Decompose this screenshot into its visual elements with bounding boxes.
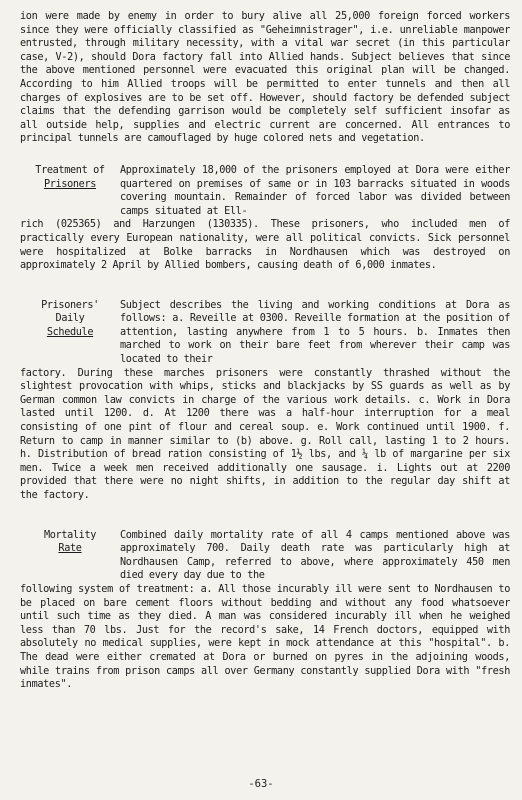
page-number: -63- [248,778,274,790]
label-line-underlined: Rate [58,543,82,555]
section-prisoners-daily-schedule [20,299,510,503]
label-line: Treatment of [35,164,105,176]
section-label [20,164,120,218]
section-head [20,529,510,583]
section-treatment-of-prisoners [20,164,510,273]
section-body-text: factory. During these marches prisoners were constantly thrashed without the slightest provocation with whips, sticks and blackjacks by SS guards as well as by German common law convicts in charge of the various work details. c. Work in Dora lasted until 1200. d. At 1200 there was a half-hour interruption for a meal consisting of one pint of flour and cereal soup. e. Work continued until 1900. f. Return to camp in manner similar to (b) above. g. Roll call, lasting 1 to 2 hours. h. Distribution of bread ration consisting of 1½ lbs, and ¼ lb of margarine per six men. Twice a week men received additionally one sausage. i. Lights out at 2200 provided that there were no night shifts, in addition to the regular day shift at the factory. [20,367,510,501]
label-line: Mortality [43,529,97,541]
section-body-text: following system of treatment: a. All those incurably ill were sent to Nordhausen to be placed on bare cement floors without bedding and without any food whatsoever until such time as they died. A man was considered incurably ill when he weighed less than 70 lbs. Just for the record's sake, 14 French doctors, equipped with absolutely no medical supplies, were kept in mock attendance at this "hospital". b. The dead were either cremated at Dora or burned on pyres in the adjoining woods, while trains from prison camps all over Germany constantly supplied Dora with "fresh inmates". [20,583,510,691]
label-line: Daily [55,313,85,325]
section-label [20,529,120,583]
intro-paragraph: ion were made by enemy in order to bury alive all 25,000 foreign forced workers since they were officially classified as "Geheimnistrager", i.e. unreliable manpower entrusted, through military necessity, with a vital war secret (in this particular case, V-2), should Dora factory fall into Allied hands. Subject believes that since the above mentioned personnel were evacuated this original plan will be changed. According to him Allied troops will be permitted to enter tunnels and then all charges of explosives are to be set off. However, should factory be defended subject claims that the defending garrison would be completely self sufficient insofar as all outside help, supplies and electric current are concerned. All entrances to principal tunnels are camouflaged by huge colored nets and vegetation. [20,11,510,145]
section-head-text: Approximately 18,000 of the prisoners employed at Dora were either quartered on premises of same or in 103 barracks situated in woods covering mountain. Remainder of forced labor was divided between camps situated at Ell- [120,164,510,217]
label-line-underlined: Schedule [46,326,94,338]
section-body-text: rich (025365) and Harzungen (130335). These prisoners, who included men of practically every European nationality, were all political convicts. Sick personnel were hospitalized at Bolke barracks in Nordhausen which was destroyed on approximately 2 April by Allied bombers, causing death of 6,000 inmates. [20,219,510,272]
section-mortality-rate [20,529,510,692]
section-head [20,299,510,367]
section-head-text: Subject describes the living and working conditions at Dora as follows: a. Reveille at 0300. Reveille formation at the position of attention, lasting anywhere from 1 to 5 hours. b. Inmates then marched to work on their bare feet from wherever their camp was located to their [120,299,510,366]
label-line-underlined: Prisoners [43,178,97,190]
section-head-text: Combined daily mortality rate of all 4 camps mentioned above was approximately 700. Daily death rate was particularly high at Nordhausen Camp, referred to above, where approximately 450 men died every day due to the [120,529,510,582]
section-label [20,299,120,367]
section-head [20,164,510,218]
label-line: Prisoners' [41,299,99,311]
